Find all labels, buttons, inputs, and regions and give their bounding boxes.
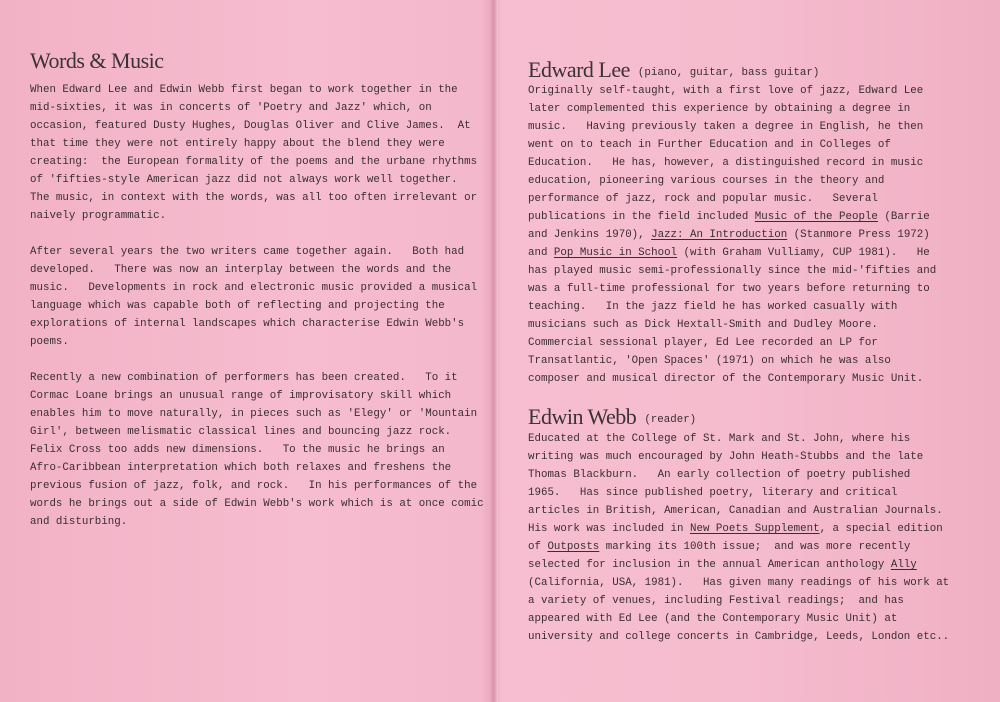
text-line bbox=[528, 352, 988, 370]
text-line: creating: the European formality of the poems and the urbane rhythms bbox=[30, 156, 478, 168]
paragraph-gap bbox=[30, 225, 480, 243]
text-segment: Transatlantic, 'Open Spaces' (1971) on which he was also bbox=[528, 355, 891, 367]
text-segment: music. Having previously taken a degree in English, he then bbox=[528, 121, 924, 133]
text-line bbox=[528, 574, 988, 592]
text-segment: teaching. In the jazz field he has worked casually with bbox=[528, 301, 898, 313]
text-segment: Originally self-taught, with a first love of jazz, Edward Lee bbox=[528, 85, 924, 97]
text-line bbox=[528, 262, 988, 280]
text-line bbox=[528, 556, 988, 574]
edwin-webb-name: Edwin Webb bbox=[528, 404, 637, 429]
text-line bbox=[528, 280, 988, 298]
text-segment: musicians such as Dick Hextall-Smith and Dudley Moore. bbox=[528, 319, 878, 331]
text-line bbox=[528, 100, 988, 118]
text-segment: publications in the field included bbox=[528, 211, 755, 223]
text-segment: (Barrie bbox=[877, 211, 930, 223]
text-segment: and bbox=[528, 247, 554, 259]
text-line: When Edward Lee and Edwin Webb first began to work together in the bbox=[30, 84, 458, 96]
text-segment: a variety of venues, including Festival readings; and has bbox=[528, 595, 904, 607]
page-fold bbox=[490, 0, 498, 702]
edward-lee-instruments: (piano, guitar, bass guitar) bbox=[637, 67, 820, 79]
text-line: Recently a new combination of performers has been created. To it bbox=[30, 372, 458, 384]
edwin-webb-role: (reader) bbox=[644, 414, 697, 426]
text-line bbox=[528, 172, 988, 190]
edward-lee-heading bbox=[528, 57, 819, 83]
text-segment: Educated at the College of St. Mark and St. John, where his bbox=[528, 433, 911, 445]
text-segment: (California, USA, 1981). Has given many readings of his work at bbox=[528, 577, 950, 589]
text-line: language which was capable both of reflecting and projecting the bbox=[30, 300, 445, 312]
text-segment: composer and musical director of the Contemporary Music Unit. bbox=[528, 373, 924, 385]
text-line bbox=[528, 430, 988, 448]
text-segment: selected for inclusion in the annual American anthology bbox=[528, 559, 891, 571]
text-line bbox=[528, 226, 988, 244]
text-segment: Commercial sessional player, Ed Lee recorded an LP for bbox=[528, 337, 878, 349]
text-segment: later complemented this experience by obtaining a degree in bbox=[528, 103, 911, 115]
text-segment: education, pioneering various courses in the theory and bbox=[528, 175, 885, 187]
text-segment: performance of jazz, rock and popular music. Several bbox=[528, 193, 878, 205]
text-line bbox=[528, 298, 988, 316]
text-segment: 1965. Has since published poetry, literary and critical bbox=[528, 487, 898, 499]
text-line bbox=[528, 610, 988, 628]
publication-title: New Poets Supplement bbox=[689, 523, 820, 535]
text-line bbox=[528, 538, 988, 556]
text-line: Cormac Loane brings an unusual range of improvisatory skill which bbox=[30, 390, 452, 402]
paragraph-gap bbox=[30, 351, 480, 369]
publication-title: Ally bbox=[890, 559, 917, 571]
text-line: music. Developments in rock and electronic music provided a musical bbox=[30, 282, 478, 294]
text-line: Afro-Caribbean interpretation which both relaxes and freshens the bbox=[30, 462, 452, 474]
text-line: and disturbing. bbox=[30, 516, 128, 528]
text-segment: articles in British, American, Canadian and Australian Journals. bbox=[528, 505, 943, 517]
text-line bbox=[528, 82, 988, 100]
text-line bbox=[528, 190, 988, 208]
text-line: words he brings out a side of Edwin Webb's work which is at once comic bbox=[30, 498, 484, 510]
edward-lee-name: Edward Lee bbox=[528, 57, 630, 82]
text-line: previous fusion of jazz, folk, and rock. In his performances of the bbox=[30, 480, 478, 492]
text-line: occasion, featured Dusty Hughes, Douglas Oliver and Clive James. At bbox=[30, 120, 471, 132]
text-line bbox=[528, 520, 988, 538]
edward-lee-bio bbox=[528, 82, 988, 388]
text-line: explorations of internal landscapes which characterise Edwin Webb's bbox=[30, 318, 465, 330]
publication-title: Music of the People bbox=[754, 211, 878, 223]
text-line: Girl', between melismatic classical lines and bouncing jazz rock. bbox=[30, 426, 452, 438]
text-line bbox=[528, 628, 988, 646]
text-line: Felix Cross too adds new dimensions. To the music he brings an bbox=[30, 444, 445, 456]
text-line bbox=[528, 592, 988, 610]
text-line: of 'fifties-style American jazz did not always work well together. bbox=[30, 174, 458, 186]
text-line: mid-sixties, it was in concerts of 'Poetry and Jazz' which, on bbox=[30, 102, 432, 114]
text-line: developed. There was now an interplay between the words and the bbox=[30, 264, 452, 276]
text-segment: was a full-time professional for two years before returning to bbox=[528, 283, 930, 295]
text-line bbox=[528, 136, 988, 154]
publication-title: Pop Music in School bbox=[553, 247, 678, 259]
text-segment: writing was much encouraged by John Heath-Stubbs and the late bbox=[528, 451, 924, 463]
edwin-webb-heading bbox=[528, 404, 696, 430]
text-segment: (with Graham Vulliamy, CUP 1981). He bbox=[677, 247, 930, 259]
text-segment: (Stanmore Press 1972) bbox=[787, 229, 930, 241]
text-line bbox=[528, 118, 988, 136]
text-line: The music, in context with the words, was all too often irrelevant or bbox=[30, 192, 478, 204]
text-segment: has played music semi-professionally since the mid-'fifties and bbox=[528, 265, 937, 277]
text-line bbox=[528, 502, 988, 520]
words-music-title: Words & Music bbox=[30, 48, 164, 73]
text-line bbox=[528, 334, 988, 352]
text-segment: Thomas Blackburn. An early collection of poetry published bbox=[528, 469, 911, 481]
text-segment: , a special edition bbox=[819, 523, 943, 535]
text-line: naively programmatic. bbox=[30, 210, 167, 222]
text-segment: of bbox=[528, 541, 548, 553]
text-segment: Education. He has, however, a distinguished record in music bbox=[528, 157, 924, 169]
publication-title: Jazz: An Introduction bbox=[651, 229, 788, 241]
words-music-text bbox=[30, 81, 484, 531]
publication-title: Outposts bbox=[547, 541, 600, 553]
text-segment: university and college concerts in Cambridge, Leeds, London etc.. bbox=[528, 631, 950, 643]
text-segment: His work was included in bbox=[528, 523, 690, 535]
text-line bbox=[528, 208, 988, 226]
text-line bbox=[528, 154, 988, 172]
text-segment: went on to teach in Further Education and in Colleges of bbox=[528, 139, 891, 151]
text-line bbox=[528, 244, 988, 262]
text-line: poems. bbox=[30, 336, 69, 348]
text-segment: appeared with Ed Lee (and the Contemporary Music Unit) at bbox=[528, 613, 898, 625]
text-line: that time they were not entirely happy about the blend they were bbox=[30, 138, 445, 150]
text-line bbox=[528, 466, 988, 484]
text-line: After several years the two writers came together again. Both had bbox=[30, 246, 465, 258]
text-line bbox=[528, 448, 988, 466]
text-segment: marking its 100th issue; and was more recently bbox=[599, 541, 911, 553]
text-line bbox=[528, 370, 988, 388]
text-line: enables him to move naturally, in pieces such as 'Elegy' or 'Mountain bbox=[30, 408, 478, 420]
text-line bbox=[528, 484, 988, 502]
text-line bbox=[528, 316, 988, 334]
edwin-webb-bio bbox=[528, 430, 988, 646]
text-segment: and Jenkins 1970), bbox=[528, 229, 652, 241]
